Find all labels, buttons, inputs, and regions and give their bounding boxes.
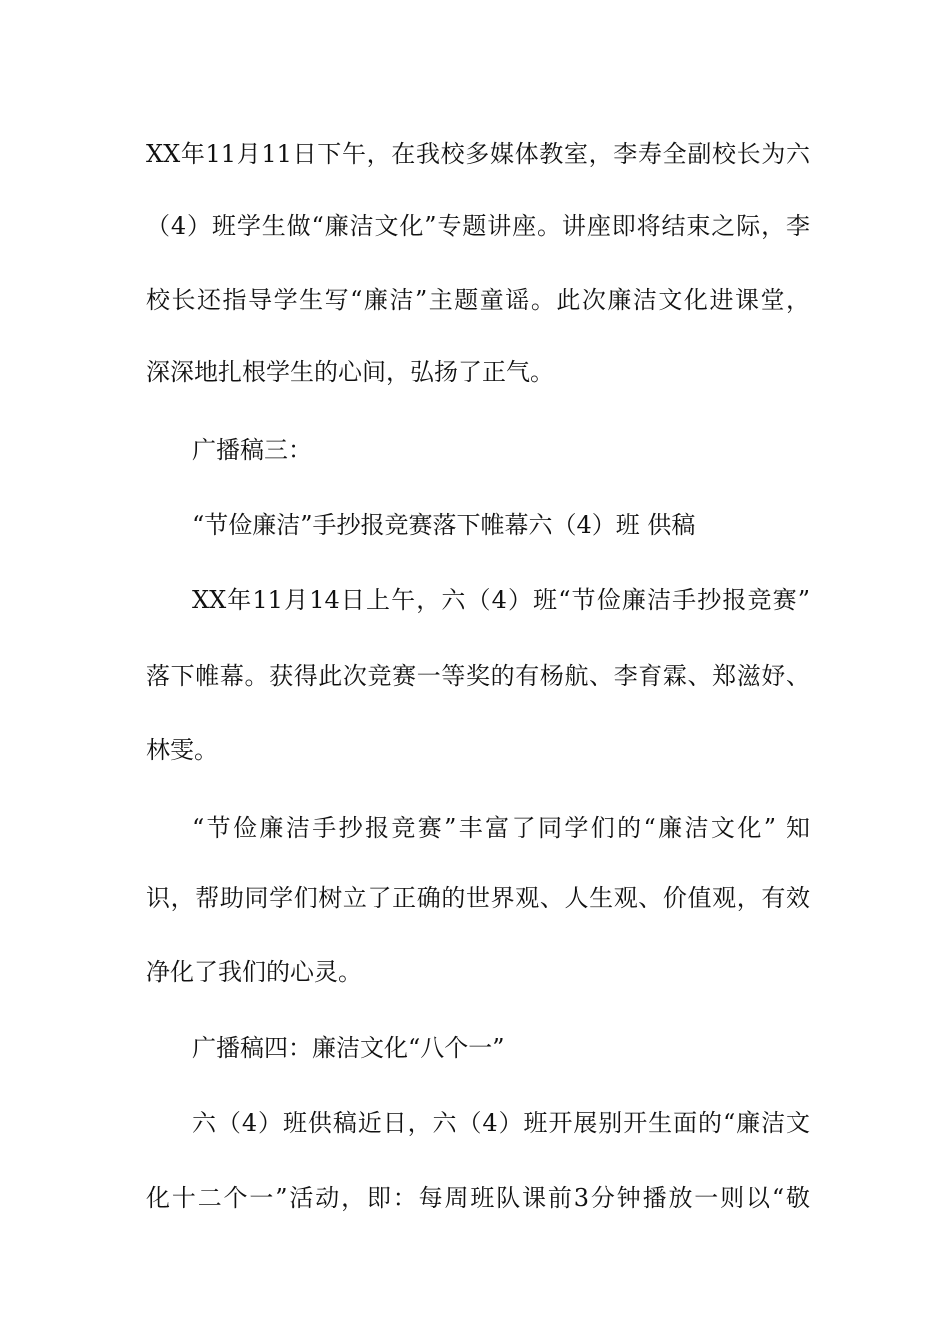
text-line: 林雯。	[146, 736, 218, 764]
text-line: XX年11月11日下午，在我校多媒体教室，李寿全副校长为六	[146, 140, 810, 168]
text-line: XX年11月14日上午，六（4）班“节俭廉洁手抄报竞赛”	[192, 586, 810, 614]
text-line: 化十二个一”活动，即：每周班队课前3分钟播放一则以“敬	[146, 1184, 810, 1212]
text-line: （4）班学生做“廉洁文化”专题讲座。讲座即将结束之际，李	[146, 212, 810, 240]
text-line: 深深地扎根学生的心间，弘扬了正气。	[146, 358, 554, 386]
text-line: 校长还指导学生写“廉洁”主题童谣。此次廉洁文化进课堂，	[146, 286, 810, 314]
text-line: 识，帮助同学们树立了正确的世界观、人生观、价值观，有效	[146, 884, 810, 912]
text-line: 净化了我们的心灵。	[146, 958, 362, 986]
text-line: 六（4）班供稿近日，六（4）班开展别开生面的“廉洁文	[192, 1109, 810, 1137]
section-heading: 广播稿三：	[192, 436, 312, 464]
text-line: 落下帷幕。获得此次竞赛一等奖的有杨航、李育霖、郑滋妤、	[146, 662, 810, 690]
article-title: “节俭廉洁”手抄报竞赛落下帷幕六（4）班 供稿	[192, 511, 696, 539]
text-line: “节俭廉洁手抄报竞赛”丰富了同学们的“廉洁文化” 知	[192, 814, 810, 842]
section-heading: 广播稿四：廉洁文化“八个一”	[192, 1034, 505, 1062]
